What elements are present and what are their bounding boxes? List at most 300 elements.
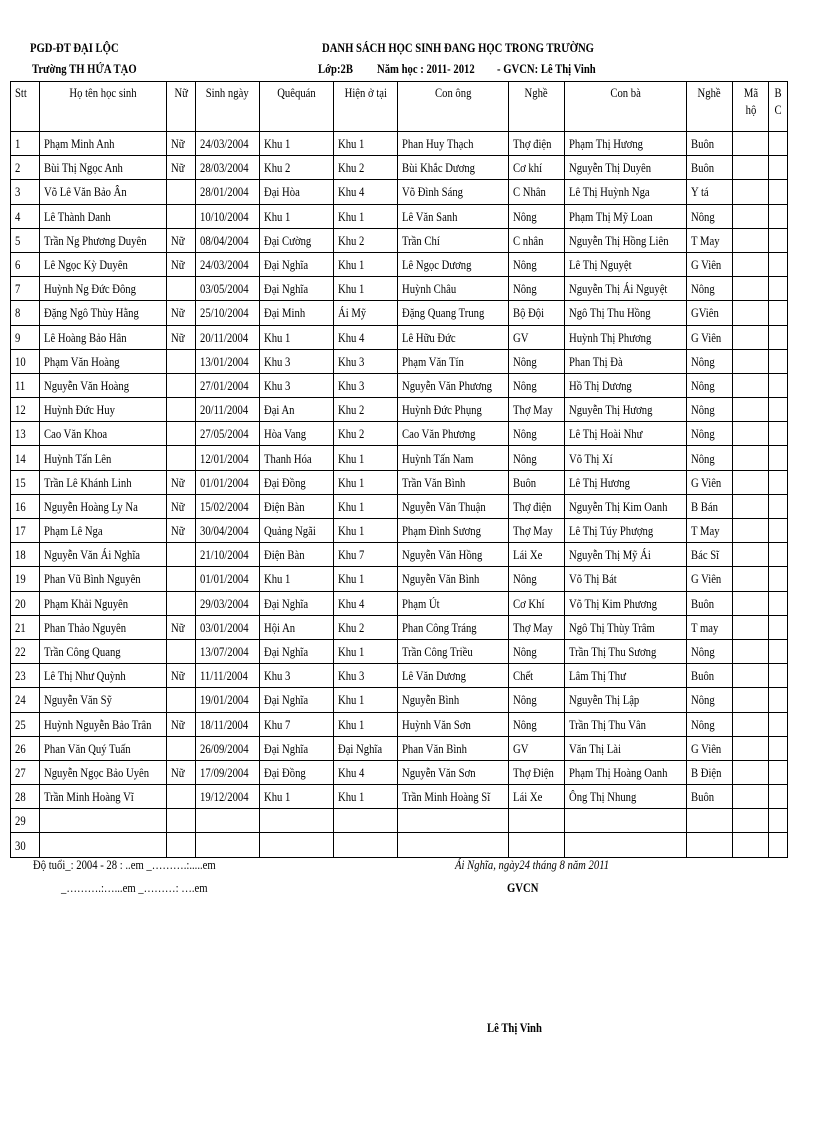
col-father-name-cell: Huỳnh Châu [398, 277, 509, 301]
col-bc-cell [769, 736, 788, 760]
col-female-cell [167, 277, 196, 301]
col-female-cell [167, 180, 196, 204]
col-birth-date-cell: 20/11/2004 [196, 398, 260, 422]
col-father-name-cell: Phạm Văn Tín [398, 349, 509, 373]
col-mother-job-cell: B Bán [687, 494, 733, 518]
col-bc-cell [769, 156, 788, 180]
col-birth-date-cell: 20/11/2004 [196, 325, 260, 349]
col-mother-name-cell: Huỳnh Thị Phương [565, 325, 687, 349]
col-bc-cell [769, 785, 788, 809]
col-household-code-cell [733, 156, 769, 180]
col-father-name-cell: Phan Văn Bình [398, 736, 509, 760]
col-mother-name-cell: Lê Thị Hoài Như [565, 422, 687, 446]
col-bc-cell [769, 688, 788, 712]
col-birth-date-cell: 25/10/2004 [196, 301, 260, 325]
col-mother-name-cell: Nguyễn Thị Lập [565, 688, 687, 712]
col-father-job-cell: Thợ May [509, 615, 565, 639]
col-birth-date-cell: 26/09/2004 [196, 736, 260, 760]
col-hometown-cell: Đại Nghĩa [260, 591, 334, 615]
col-stt-cell: 11 [11, 373, 40, 397]
col-residence-cell: Khu 4 [334, 591, 398, 615]
col-female-header: Nữ [167, 82, 196, 132]
col-mother-job-cell: G Viên [687, 470, 733, 494]
col-father-name-cell: Huỳnh Tấn Nam [398, 446, 509, 470]
col-student-name-cell [40, 809, 167, 833]
col-father-job-cell: Nông [509, 446, 565, 470]
col-father-job-cell: Bộ Đội [509, 301, 565, 325]
col-mother-job-cell: T May [687, 519, 733, 543]
col-residence-cell: Khu 3 [334, 349, 398, 373]
col-female-cell: Nữ [167, 712, 196, 736]
col-stt-cell: 28 [11, 785, 40, 809]
col-birth-date-header: Sinh ngày [196, 82, 260, 132]
col-mother-job-cell: Y tá [687, 180, 733, 204]
table-row [11, 543, 788, 567]
col-student-name-cell: Phạm Văn Hoàng [40, 349, 167, 373]
col-student-name-cell: Lê Thị Như Quỳnh [40, 664, 167, 688]
col-residence-cell: Khu 2 [334, 615, 398, 639]
col-stt-cell: 9 [11, 325, 40, 349]
col-mother-name-cell [565, 833, 687, 857]
col-father-name-cell: Lê Văn Sanh [398, 204, 509, 228]
table-row [11, 301, 788, 325]
col-stt-cell: 17 [11, 519, 40, 543]
col-residence-cell: Khu 4 [334, 325, 398, 349]
col-mother-job-cell: Nông [687, 446, 733, 470]
col-birth-date-cell: 03/05/2004 [196, 277, 260, 301]
school-name: Trường TH HỨA TẠO [32, 61, 137, 76]
col-mother-job-cell: Nông [687, 688, 733, 712]
col-father-job-cell: Thợ May [509, 519, 565, 543]
col-hometown-cell: Đại Nghĩa [260, 277, 334, 301]
col-residence-cell: Khu 2 [334, 228, 398, 252]
col-stt-cell: 10 [11, 349, 40, 373]
col-household-code-cell [733, 785, 769, 809]
col-mother-name-cell: Ngô Thị Thu Hồng [565, 301, 687, 325]
col-student-name-cell: Nguyễn Ngọc Bảo Uyên [40, 760, 167, 784]
col-father-job-cell: Nông [509, 349, 565, 373]
col-household-code-cell [733, 615, 769, 639]
table-row [11, 204, 788, 228]
col-bc-cell [769, 277, 788, 301]
col-bc-cell [769, 132, 788, 156]
col-residence-cell: Khu 1 [334, 688, 398, 712]
col-birth-date-cell: 24/03/2004 [196, 132, 260, 156]
col-birth-date-cell: 29/03/2004 [196, 591, 260, 615]
col-father-name-cell: Trần Công Triều [398, 639, 509, 663]
col-female-cell [167, 446, 196, 470]
col-bc-cell [769, 422, 788, 446]
col-hometown-cell: Đại Đồng [260, 470, 334, 494]
col-stt-cell: 27 [11, 760, 40, 784]
col-birth-date-cell [196, 809, 260, 833]
table-row [11, 349, 788, 373]
col-birth-date-cell: 01/01/2004 [196, 470, 260, 494]
col-father-name-cell: Lê Ngọc Dương [398, 252, 509, 276]
col-birth-date-cell: 12/01/2004 [196, 446, 260, 470]
col-father-job-cell: Nông [509, 422, 565, 446]
col-household-code-cell [733, 591, 769, 615]
col-mother-job-cell: B Điện [687, 760, 733, 784]
col-household-code-cell [733, 833, 769, 857]
col-bc-cell [769, 567, 788, 591]
col-household-code-cell [733, 760, 769, 784]
col-female-cell [167, 204, 196, 228]
col-hometown-cell: Khu 7 [260, 712, 334, 736]
col-birth-date-cell: 10/10/2004 [196, 204, 260, 228]
col-female-cell: Nữ [167, 615, 196, 639]
col-residence-cell: Khu 1 [334, 785, 398, 809]
age-summary-line-2: _……….:…...em _………: ….em [61, 880, 208, 895]
col-mother-name-cell: Lê Thị Hương [565, 470, 687, 494]
table-row [11, 639, 788, 663]
col-residence-cell: Khu 1 [334, 252, 398, 276]
table-row [11, 373, 788, 397]
col-residence-cell: Khu 1 [334, 519, 398, 543]
col-household-code-cell [733, 180, 769, 204]
col-bc-cell [769, 519, 788, 543]
col-birth-date-cell: 28/03/2004 [196, 156, 260, 180]
col-residence-cell: Khu 1 [334, 446, 398, 470]
col-female-cell: Nữ [167, 760, 196, 784]
col-residence-header: Hiện ở tại [334, 82, 398, 132]
col-hometown-cell: Khu 3 [260, 664, 334, 688]
col-stt-cell: 4 [11, 204, 40, 228]
col-father-job-cell: Thợ điện [509, 132, 565, 156]
col-female-cell: Nữ [167, 470, 196, 494]
col-birth-date-cell: 08/04/2004 [196, 228, 260, 252]
col-birth-date-cell: 27/05/2004 [196, 422, 260, 446]
col-female-cell: Nữ [167, 252, 196, 276]
col-hometown-cell: Đại Nghĩa [260, 688, 334, 712]
col-stt-cell: 16 [11, 494, 40, 518]
col-father-job-cell: C nhân [509, 228, 565, 252]
col-student-name-cell: Đặng Ngô Thùy Hằng [40, 301, 167, 325]
col-household-code-cell [733, 349, 769, 373]
col-mother-job-cell: Buôn [687, 156, 733, 180]
col-female-cell: Nữ [167, 228, 196, 252]
col-mother-name-cell: Phạm Thị Hương [565, 132, 687, 156]
col-bc-cell [769, 301, 788, 325]
col-household-code-cell [733, 736, 769, 760]
col-mother-job-cell: Nông [687, 373, 733, 397]
col-household-code-cell [733, 567, 769, 591]
col-birth-date-cell: 03/01/2004 [196, 615, 260, 639]
col-student-name-cell: Bùi Thị Ngọc Anh [40, 156, 167, 180]
col-student-name-cell: Phạm Khải Nguyên [40, 591, 167, 615]
place-and-date: Ái Nghĩa, ngày24 tháng 8 năm 2011 [455, 857, 610, 872]
col-mother-job-cell: Buôn [687, 664, 733, 688]
col-stt-cell: 24 [11, 688, 40, 712]
col-residence-cell: Đại Nghĩa [334, 736, 398, 760]
col-mother-name-cell: Phan Thị Đà [565, 349, 687, 373]
col-mother-name-cell: Phạm Thị Hoàng Oanh [565, 760, 687, 784]
col-female-cell [167, 639, 196, 663]
col-stt-cell: 26 [11, 736, 40, 760]
col-stt-cell: 22 [11, 639, 40, 663]
col-residence-cell: Khu 3 [334, 373, 398, 397]
col-birth-date-cell: 21/10/2004 [196, 543, 260, 567]
col-hometown-cell: Đại Nghĩa [260, 252, 334, 276]
col-mother-name-cell: Nguyễn Thị Ái Nguyệt [565, 277, 687, 301]
table-row [11, 398, 788, 422]
col-stt-cell: 18 [11, 543, 40, 567]
col-father-name-cell [398, 809, 509, 833]
col-residence-cell: Khu 1 [334, 494, 398, 518]
col-stt-cell: 3 [11, 180, 40, 204]
col-birth-date-cell: 17/09/2004 [196, 760, 260, 784]
col-birth-date-cell [196, 833, 260, 857]
col-household-code-cell [733, 132, 769, 156]
col-household-code-cell [733, 688, 769, 712]
col-hometown-cell [260, 809, 334, 833]
table-row [11, 833, 788, 857]
table-row [11, 615, 788, 639]
col-father-job-header: Nghề [509, 82, 565, 132]
table-row [11, 422, 788, 446]
col-bc-cell [769, 252, 788, 276]
table-row [11, 228, 788, 252]
col-hometown-cell: Hòa Vang [260, 422, 334, 446]
table-row [11, 470, 788, 494]
col-residence-cell: Khu 1 [334, 204, 398, 228]
col-student-name-cell: Trần Ng Phương Duyên [40, 228, 167, 252]
col-father-name-cell: Lê Văn Dương [398, 664, 509, 688]
school-year-label: Năm học : 2011- 2012 [377, 61, 475, 76]
col-mother-name-cell: Nguyễn Thị Mỹ Ái [565, 543, 687, 567]
col-father-job-cell: Nông [509, 204, 565, 228]
col-father-job-cell: GV [509, 325, 565, 349]
col-household-code-cell [733, 301, 769, 325]
col-student-name-cell: Phan Thảo Nguyên [40, 615, 167, 639]
col-mother-job-cell: Nông [687, 422, 733, 446]
col-female-cell [167, 349, 196, 373]
col-father-name-cell: Huỳnh Đức Phụng [398, 398, 509, 422]
col-hometown-cell: Đại Minh [260, 301, 334, 325]
col-mother-name-header: Con bà [565, 82, 687, 132]
col-mother-job-cell: G Viên [687, 252, 733, 276]
col-female-cell [167, 373, 196, 397]
col-father-name-cell: Phạm Đình Sương [398, 519, 509, 543]
col-father-job-cell: Nông [509, 277, 565, 301]
col-hometown-cell: Khu 3 [260, 373, 334, 397]
col-father-name-cell: Phan Công Tráng [398, 615, 509, 639]
col-household-code-cell [733, 252, 769, 276]
col-student-name-cell: Lê Thành Danh [40, 204, 167, 228]
col-father-name-header: Con ông [398, 82, 509, 132]
col-mother-name-cell: Phạm Thị Mỹ Loan [565, 204, 687, 228]
col-father-name-cell: Cao Văn Phương [398, 422, 509, 446]
col-mother-job-cell: Nông [687, 277, 733, 301]
col-mother-job-cell: Buôn [687, 785, 733, 809]
col-student-name-cell: Trần Minh Hoàng Vĩ [40, 785, 167, 809]
col-household-code-cell [733, 543, 769, 567]
col-birth-date-cell: 01/01/2004 [196, 567, 260, 591]
col-father-job-cell: Buôn [509, 470, 565, 494]
col-hometown-cell: Khu 1 [260, 132, 334, 156]
col-student-name-cell: Phan Vũ Bình Nguyên [40, 567, 167, 591]
col-mother-name-cell: Trần Thị Thu Sương [565, 639, 687, 663]
table-row [11, 664, 788, 688]
col-hometown-cell: Hội An [260, 615, 334, 639]
col-residence-cell: Ái Mỹ [334, 301, 398, 325]
col-bc-cell [769, 809, 788, 833]
col-household-code-cell [733, 519, 769, 543]
col-student-name-cell: Nguyễn Văn Sỹ [40, 688, 167, 712]
age-summary-line-1: Độ tuổi_: 2004 - 28 : ..em _……….:.....em [33, 857, 216, 872]
signer-name: Lê Thị Vinh [487, 1020, 542, 1035]
col-female-cell: Nữ [167, 156, 196, 180]
col-stt-cell: 14 [11, 446, 40, 470]
col-mother-name-cell: Hồ Thị Dương [565, 373, 687, 397]
signer-role: GVCN [507, 880, 539, 895]
col-female-cell [167, 736, 196, 760]
col-mother-name-cell: Võ Thị Xí [565, 446, 687, 470]
col-mother-name-cell: Võ Thị Bát [565, 567, 687, 591]
col-father-name-cell: Nguyễn Bình [398, 688, 509, 712]
col-mother-name-cell: Văn Thị Lài [565, 736, 687, 760]
table-body [11, 132, 788, 858]
col-bc-cell [769, 180, 788, 204]
col-hometown-cell: Đại Đồng [260, 760, 334, 784]
col-stt-cell: 20 [11, 591, 40, 615]
col-female-cell: Nữ [167, 519, 196, 543]
col-mother-name-cell: Võ Thị Kim Phương [565, 591, 687, 615]
col-student-name-cell: Võ Lê Văn Bảo Ân [40, 180, 167, 204]
col-mother-job-cell: Buôn [687, 132, 733, 156]
col-mother-job-cell: G Viên [687, 325, 733, 349]
table-row [11, 688, 788, 712]
col-household-code-cell [733, 470, 769, 494]
col-hometown-cell: Điện Bàn [260, 543, 334, 567]
table-row [11, 567, 788, 591]
col-birth-date-cell: 13/01/2004 [196, 349, 260, 373]
table-row [11, 446, 788, 470]
col-birth-date-cell: 11/11/2004 [196, 664, 260, 688]
col-mother-job-header: Nghề [687, 82, 733, 132]
col-household-code-cell [733, 712, 769, 736]
col-residence-cell: Khu 2 [334, 156, 398, 180]
col-stt-cell: 30 [11, 833, 40, 857]
col-mother-job-cell [687, 833, 733, 857]
col-father-job-cell: Nông [509, 252, 565, 276]
col-student-name-cell: Nguyễn Hoàng Ly Na [40, 494, 167, 518]
teacher-label: - GVCN: Lê Thị Vinh [497, 61, 596, 76]
col-female-cell [167, 398, 196, 422]
col-bc-cell [769, 325, 788, 349]
col-hometown-cell: Khu 1 [260, 785, 334, 809]
col-stt-cell: 7 [11, 277, 40, 301]
col-residence-cell: Khu 3 [334, 664, 398, 688]
table-row [11, 180, 788, 204]
table-row [11, 519, 788, 543]
col-hometown-cell: Khu 1 [260, 325, 334, 349]
col-residence-cell [334, 809, 398, 833]
col-student-name-cell: Phan Văn Quý Tuấn [40, 736, 167, 760]
col-household-code-cell [733, 422, 769, 446]
col-father-job-cell: Thợ May [509, 398, 565, 422]
col-student-name-cell: Trần Lê Khánh Linh [40, 470, 167, 494]
col-father-name-cell: Nguyễn Văn Sơn [398, 760, 509, 784]
col-mother-name-cell [565, 809, 687, 833]
col-hometown-cell: Quảng Ngãi [260, 519, 334, 543]
col-household-code-cell [733, 809, 769, 833]
col-female-cell: Nữ [167, 325, 196, 349]
table-row [11, 252, 788, 276]
col-mother-name-cell: Nguyễn Thị Hồng Liên [565, 228, 687, 252]
table-row [11, 736, 788, 760]
col-father-name-cell: Võ Đình Sáng [398, 180, 509, 204]
col-mother-job-cell: T may [687, 615, 733, 639]
table-row [11, 494, 788, 518]
col-father-job-cell: Nông [509, 688, 565, 712]
col-bc-cell [769, 204, 788, 228]
table-row [11, 132, 788, 156]
col-mother-job-cell: Bác Sĩ [687, 543, 733, 567]
col-residence-cell: Khu 1 [334, 567, 398, 591]
col-bc-cell [769, 543, 788, 567]
col-stt-cell: 13 [11, 422, 40, 446]
col-father-job-cell: GV [509, 736, 565, 760]
col-stt-cell: 21 [11, 615, 40, 639]
col-stt-cell: 8 [11, 301, 40, 325]
col-student-name-header: Họ tên học sinh [40, 82, 167, 132]
col-mother-job-cell: Nông [687, 398, 733, 422]
col-female-cell [167, 688, 196, 712]
col-father-name-cell: Lê Hữu Đức [398, 325, 509, 349]
col-household-code-cell [733, 204, 769, 228]
col-bc-cell [769, 591, 788, 615]
col-birth-date-cell: 19/12/2004 [196, 785, 260, 809]
col-hometown-header: Quêquán [260, 82, 334, 132]
table-row [11, 591, 788, 615]
col-household-code-cell [733, 398, 769, 422]
col-mother-job-cell: G Viên [687, 736, 733, 760]
col-mother-name-cell: Ngô Thị Thùy Trâm [565, 615, 687, 639]
table-row [11, 785, 788, 809]
col-mother-job-cell: Nông [687, 204, 733, 228]
col-stt-cell: 6 [11, 252, 40, 276]
class-label: Lớp:2B [318, 61, 353, 76]
table-row [11, 277, 788, 301]
col-father-name-cell: Nguyễn Văn Hồng [398, 543, 509, 567]
col-birth-date-cell: 13/07/2004 [196, 639, 260, 663]
col-household-code-cell [733, 325, 769, 349]
col-father-job-cell: Thợ Điện [509, 760, 565, 784]
col-residence-cell: Khu 1 [334, 470, 398, 494]
col-residence-cell: Khu 2 [334, 422, 398, 446]
col-birth-date-cell: 18/11/2004 [196, 712, 260, 736]
col-student-name-cell: Huỳnh Nguyễn Bảo Trân [40, 712, 167, 736]
col-hometown-cell: Đại Cường [260, 228, 334, 252]
col-student-name-cell: Huỳnh Đức Huy [40, 398, 167, 422]
col-residence-cell: Khu 7 [334, 543, 398, 567]
col-hometown-cell: Đại An [260, 398, 334, 422]
col-female-cell: Nữ [167, 301, 196, 325]
col-father-name-cell: Trần Văn Bình [398, 470, 509, 494]
col-bc-cell [769, 615, 788, 639]
col-hometown-cell [260, 833, 334, 857]
col-father-job-cell: Nông [509, 567, 565, 591]
col-student-name-cell: Lê Ngọc Kỳ Duyên [40, 252, 167, 276]
col-bc-cell [769, 664, 788, 688]
col-mother-job-cell [687, 809, 733, 833]
col-residence-cell: Khu 1 [334, 639, 398, 663]
col-residence-cell: Khu 2 [334, 398, 398, 422]
col-father-job-cell: Lái Xe [509, 785, 565, 809]
table-row [11, 809, 788, 833]
col-mother-name-cell: Nguyễn Thị Kim Oanh [565, 494, 687, 518]
